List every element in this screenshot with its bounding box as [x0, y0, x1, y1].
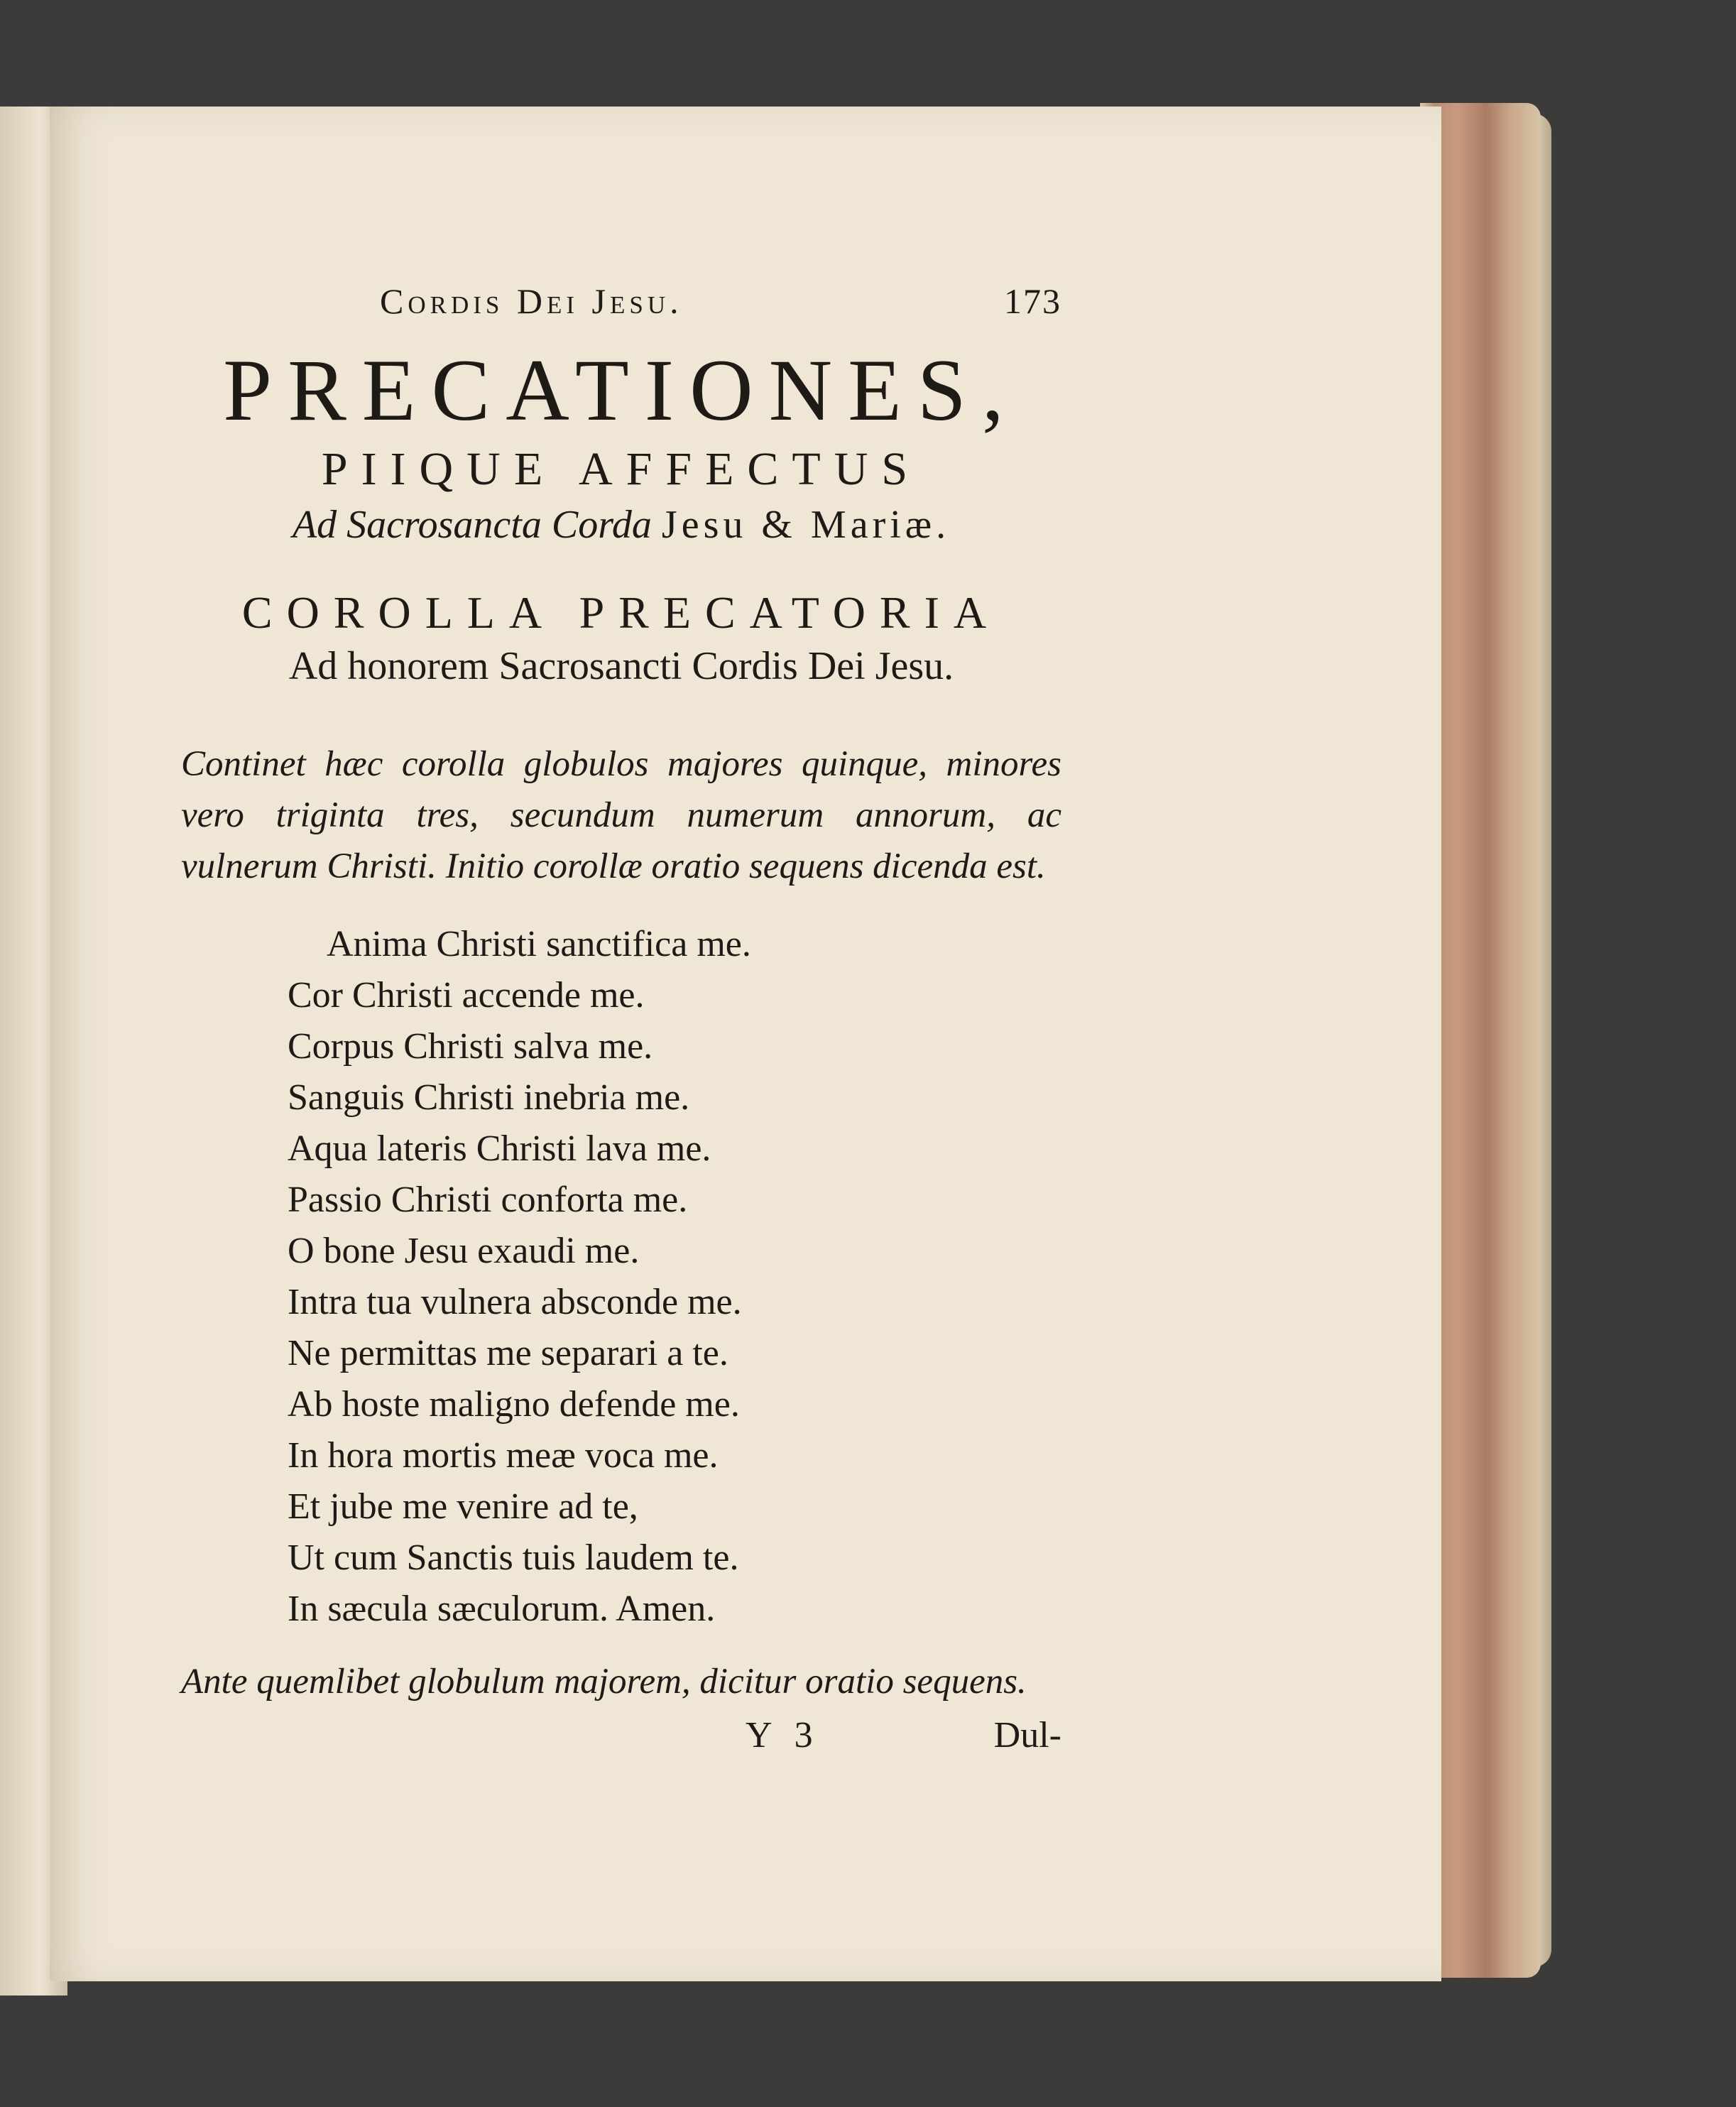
- closing-paragraph: Ante quemlibet globulum majorem, dicitur oratio sequens.: [181, 1662, 1027, 1702]
- prayer-line: In hora mortis meæ voca me.: [288, 1435, 719, 1476]
- prayer-line: Anima Christi sanctifica me.: [327, 924, 751, 965]
- prayer-line: O bone Jesu exaudi me.: [288, 1231, 640, 1272]
- running-header: [181, 281, 1061, 330]
- prayer-line: Intra tua vulnera absconde me.: [288, 1282, 742, 1323]
- prayer-line: Ne permittas me separari a te.: [288, 1333, 728, 1374]
- page-number: 173: [1004, 281, 1061, 321]
- prayer-line: Aqua lateris Christi lava me.: [288, 1128, 711, 1170]
- prayer-line: Corpus Christi salva me.: [288, 1026, 653, 1067]
- prayer-list: [181, 919, 1061, 1635]
- prayer-line: Ut cum Sanctis tuis laudem te.: [288, 1537, 739, 1579]
- intro-paragraph: Continet hæc corolla globulos majores quinque, minores vero triginta tres, secundum numerum annorum, ac vulnerum Christi. Initio corollæ oratio sequens dicenda est.: [181, 744, 1061, 887]
- prayer-line: Et jube me venire ad te,: [288, 1486, 638, 1528]
- page-content: [181, 281, 1061, 1771]
- heading-line-2: PIIQUE AFFECTUS: [321, 443, 922, 496]
- prayer-line: Passio Christi conforta me.: [288, 1180, 688, 1221]
- prayer-line: Sanguis Christi inebria me.: [288, 1077, 690, 1118]
- heading-line-3: [181, 502, 1061, 548]
- catchword: Dul-: [993, 1715, 1061, 1756]
- section-subtitle: Ad honorem Sacrosancti Cordis Dei Jesu.: [288, 644, 954, 689]
- heading-line-3-roman: Jesu & Mariæ.: [661, 503, 951, 548]
- main-heading: PRECATIONES,: [223, 342, 1020, 439]
- prayer-line: Ab hoste maligno defende me.: [288, 1384, 740, 1425]
- section-title: COROLLA PRECATORIA: [241, 587, 1001, 638]
- prayer-line: In sæcula sæculorum. Amen.: [288, 1589, 716, 1630]
- signature-mark: Y 3: [746, 1715, 820, 1756]
- heading-line-3-italic: Ad Sacrosancta Corda: [292, 503, 652, 548]
- page-footer: [181, 1714, 1061, 1771]
- running-title: Cordis Dei Jesu.: [380, 281, 683, 321]
- prayer-line: Cor Christi accende me.: [288, 975, 645, 1016]
